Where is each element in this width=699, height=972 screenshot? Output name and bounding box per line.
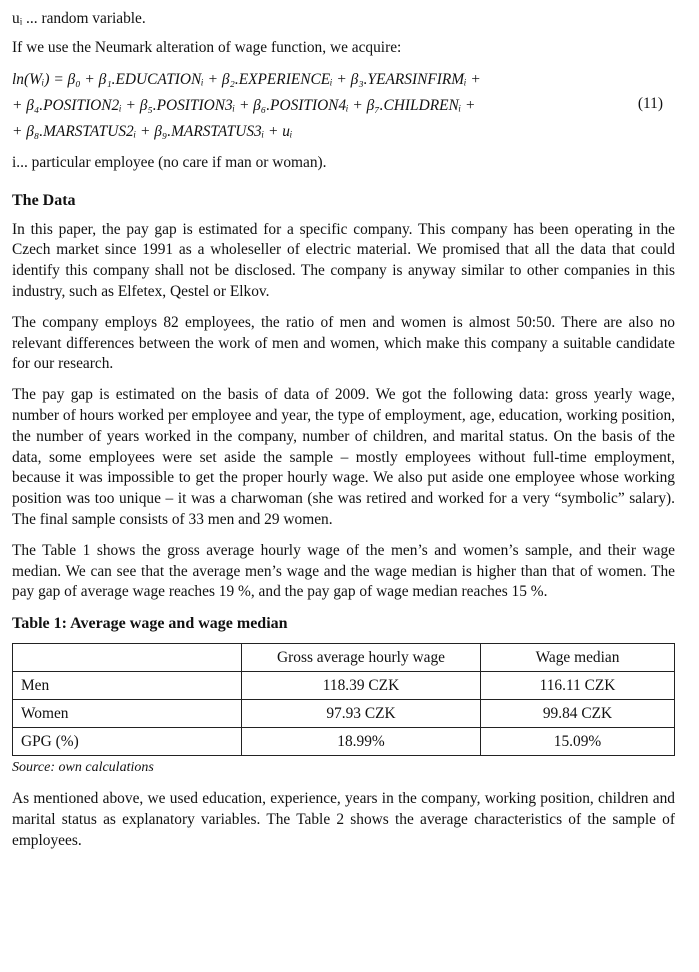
equation-line-2: + β₄.POSITION2ᵢ + β₅.POSITION3ᵢ + β₆.POSITION4ᵢ + β₇.CHILDRENᵢ + (12, 96, 476, 114)
table-cell: 99.84 CZK (481, 700, 675, 728)
random-variable-note: uᵢ ... random variable. (12, 10, 146, 27)
equation-line-1: ln(Wᵢ) = β₀ + β₁.EDUCATIONᵢ + β₂.EXPERIENCEᵢ + β₃.YEARSINFIRMᵢ + (12, 70, 481, 88)
table1-caption: Table 1: Average wage and wage median (12, 615, 288, 633)
employee-note: i... particular employee (no care if man or woman). (12, 153, 327, 171)
table-header-cell: Wage median (481, 644, 675, 672)
section-heading: The Data (12, 191, 76, 209)
document-page (12, 8, 675, 852)
table-cell: 118.39 CZK (242, 672, 481, 700)
table-cell: 18.99% (242, 728, 481, 756)
equation-11 (12, 67, 675, 145)
table-header-row (13, 644, 675, 672)
neumark-sentence: If we use the Neumark alteration of wage function, we acquire: (12, 39, 402, 56)
paragraph-company: In this paper, the pay gap is estimated for a specific company. This company has been operating in the Czech market since 1991 as a wholeseller of electric material. We promised that all the data that could identify this company shall not be disclosed. The company is anyway similar to other companies in this industry, such as Elfetex, Qestel or Elkov. (12, 220, 675, 300)
equation-line-3: + β₈.MARSTATUS2ᵢ + β₉.MARSTATUS3ᵢ + uᵢ (12, 122, 293, 140)
table-row (13, 700, 675, 728)
paragraph-employees: The company employs 82 employees, the ratio of men and women is almost 50:50. There are also no relevant differences between the work of men and women, which make this company a suitable candidate for our research. (12, 313, 675, 373)
table-row (13, 672, 675, 700)
table1 (12, 643, 675, 756)
table-cell: 15.09% (481, 728, 675, 756)
table-row (13, 728, 675, 756)
table-header-cell (13, 644, 242, 672)
table-header-cell: Gross average hourly wage (242, 644, 481, 672)
equation-number: (11) (637, 94, 663, 112)
table-cell: Men (13, 672, 242, 700)
table-cell: GPG (%) (13, 728, 242, 756)
table-cell: Women (13, 700, 242, 728)
paragraph-closing: As mentioned above, we used education, experience, years in the company, working position, children and marital status as explanatory variables. The Table 2 shows the average characteristics of the sample of employees. (12, 790, 675, 849)
table1-source: Source: own calculations (12, 760, 154, 776)
paragraph-data-2009: The pay gap is estimated on the basis of data of 2009. We got the following data: gross yearly wage, number of hours worked per employee and year, the type of employment, age, education, working position, the number of years worked in the company, number of children, and marital status. On the basis of the data, some employees were set aside the sample – mostly employees without full-time employment, because it was impossible to get the proper hourly wage. We also put aside one employee whose working position was too unique – it was a charwoman (she was retired and worked for a very “symbolic” salary). The final sample consists of 33 men and 29 women. (12, 386, 675, 528)
table-cell: 97.93 CZK (242, 700, 481, 728)
paragraph-table1-intro: The Table 1 shows the gross average hourly wage of the men’s and women’s sample, and their wage median. We can see that the average men’s wage and the wage median is higher than that of women. The pay gap of average wage reaches 19 %, and the pay gap of wage median reaches 15 %. (12, 541, 675, 601)
table-cell: 116.11 CZK (481, 672, 675, 700)
